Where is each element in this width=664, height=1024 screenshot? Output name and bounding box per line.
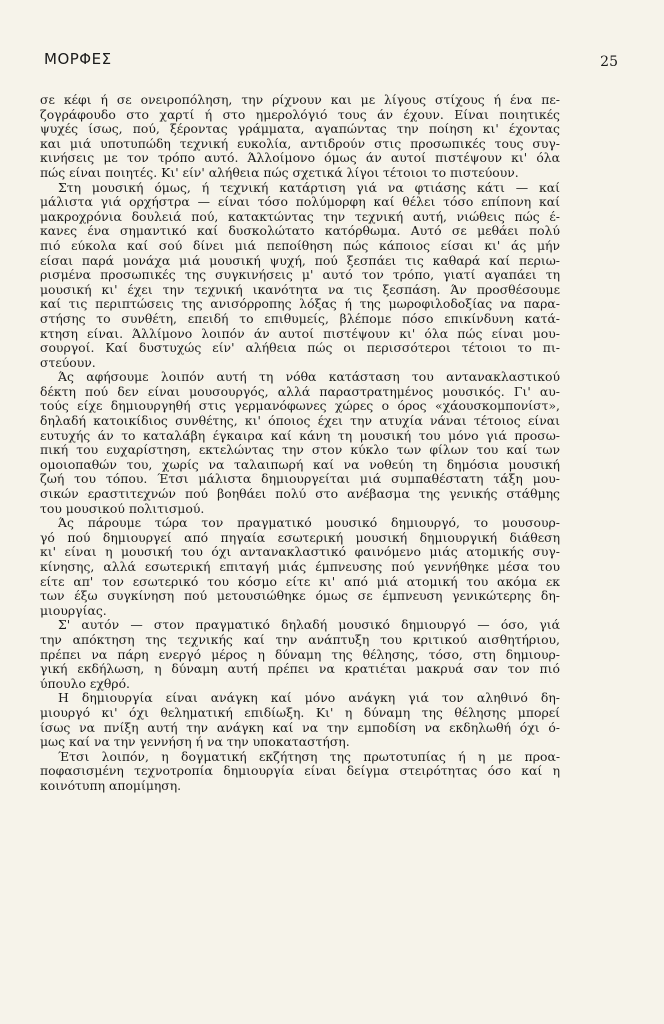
text-line: κινήσεις με τον τρόπο αυτό. Άλλοίμονο όμως άν αυτοί πιστέψουν κι' όλα <box>40 150 560 166</box>
text-line: γική εκδήλωση, η δύναμη αυτή πρέπει να κρατιέται μακρυά σαν τον πιό <box>40 661 560 677</box>
paragraph <box>40 750 560 794</box>
paragraph <box>40 93 560 181</box>
text-line: Έτσι λοιπόν, η δογματική εκζήτηση της πρωτοτυπίας ή η με προα- <box>58 748 560 764</box>
text-line: είσαι παρά μονάχα μιά μουσική ψυχή, πού ξεσπάει τις καθαρά καί περιω- <box>40 252 560 268</box>
text-line: κίνησης, αλλά εσωτερική επιταγή μιάς έμπνευσης πού γεννήθηκε μέσα του <box>40 559 560 574</box>
text-line: του μουσικού πολιτισμού. <box>40 500 205 516</box>
text-line: ζογράφουδο στο χαρτί ή στο ημερολόγιό τους άν έχουν. Είναι ποιητικές <box>40 106 560 122</box>
paragraph <box>40 618 560 691</box>
text-line: Άς αφήσουμε λοιπόν αυτή τη νόθα κατάσταση του αντανακλαστικού <box>58 369 560 385</box>
body-text <box>40 93 560 794</box>
text-line: μιουργίας. <box>40 602 107 618</box>
text-line: πιό εύκολα καί σού δίνει μιά πεποίθηση πώς κάποιος είσαι κι' άς μήν <box>40 237 560 253</box>
text-line: ύπουλο εχθρό. <box>40 675 130 691</box>
text-line: κανες ένα σημαντικό καί δυσκολώτατο κατόρθωμα. Αυτό σε μεθάει πολύ <box>40 223 560 239</box>
text-line: μουσική κι' έχει την τεχνική ικανότητα να τις ξεσπάση. Άν προσθέσουμε <box>40 281 560 297</box>
text-line: πική του ευχαρίστηση, εκτελώντας την στον κύκλο των φίλων του καί των <box>40 442 560 458</box>
text-line: ποφασισμένη τεχνοτροπία δημιουργία είναι δείγμα στειρότητας όσο καί η <box>40 763 560 779</box>
paragraph <box>40 370 560 516</box>
text-line: κοινότυπη απομίμηση. <box>40 777 182 793</box>
text-line: και μιά υποτυπώδη τεχνική ευκολία, αντιδρούν στις προσωπικές τους συγ- <box>40 135 560 151</box>
text-line: δηλαδή κατοικίδιος συνθέτης, κι' όποιος έχει την ατυχία νάναι τέτοιος είναι <box>40 413 560 429</box>
text-line: σε κέφι ή σε ονειροπόληση, την ρίχνουν και με λίγους στίχους ή ένα πε- <box>40 92 560 107</box>
text-line: στήσης το συνθέτη, επειδή το επιθυμείς, βλέπομε πόσο επικίνδυνη κατά- <box>40 310 560 326</box>
text-line: πρέπει να πάρη ενεργό μέρος η δύναμη της θέλησης, τόσο, στη δημιουρ- <box>40 646 560 662</box>
text-line: Στη μουσική όμως, ή τεχνική κατάρτιση γιά να φτιάσης κάτι — καί <box>58 179 560 195</box>
running-head: ΜΟΡΦΕΣ <box>44 50 112 68</box>
text-line: τούς είχε δημιουργηθή στις γερμανόφωνες χώρες ο όρος «χάουσκομπονίστ», <box>40 398 560 414</box>
text-line: ζωή του τόπου. Έτσι μάλιστα δημιουργείται μιά συμπαθέστατη τάξη μου- <box>40 471 560 487</box>
text-line: δέκτη πού δεν είναι μουσουργός, αλλά παραστρατημένος μουσικός. Γι' αυ- <box>40 383 560 399</box>
paragraph <box>40 181 560 371</box>
text-line: μως καί να την γεννήση ή να την υποκαταστήση. <box>40 734 350 750</box>
text-line: Η δημιουργία είναι ανάγκη καί μόνο ανάγκη γιά τον αληθινό δη- <box>58 690 560 706</box>
text-line: μάλιστα γιά ορχήστρα — είναι τόσο πολύμορφη καί θέλει τόσο επίπονη καί <box>40 194 560 210</box>
page-header <box>44 50 618 70</box>
text-line: στεύουν. <box>40 354 96 370</box>
text-line: σικών εραστιτεχνών πού βοηθάει πολύ στο ανέβασμα της γενικής στάθμης <box>40 486 560 502</box>
text-line: των έξω συγκίνηση πού μετουσιώθηκε όμως σε έμπνευση γενικώτερης δη- <box>40 588 560 604</box>
text-line: την απόκτηση της τεχνικής καί την ανάπτυξη του κριτικού αισθητήριου, <box>40 631 560 647</box>
text-line: ρισμένα προσωπικές της συγκινήσεις μ' αυτό τον τρόπο, γιατί αγαπάει τη <box>40 267 560 283</box>
text-line: καί τις περιπτώσεις της ανισόρροπης λόξας ή της μωροφιλοδοξίας να παρα- <box>40 296 560 312</box>
text-line: κι' είναι η μουσική του όχι αντανακλαστικό φαινόμενο μιάς ατομικής συγ- <box>40 544 560 560</box>
text-line: ίσως να πνίξη αυτή την ανάγκη καί να την εμποδίση να εκδηλωθή όχι ό- <box>40 719 560 735</box>
text-line: μιουργό κι' όχι θεληματική επιδίωξη. Κι' η δύναμη της θέλησης μπορεί <box>40 704 560 720</box>
text-line: σουργοί. Καί δυστυχώς είν' αλήθεια πώς οι περισσότεροι τέτοιοι το πι- <box>40 340 560 356</box>
text-line: κτηση είναι. Άλλίμονο λοιπόν άν αυτοί πιστέψουν κι' όλα πώς είναι μου- <box>40 325 560 341</box>
text-line: γό πού δημιουργεί από πηγαία εσωτερική μουσική δημιουργική διάθεση <box>40 529 560 545</box>
text-line: ψυχές ίσως, πού, ξέροντας γράμματα, αγαπώντας την ποίηση κι' έχοντας <box>40 121 560 137</box>
text-line: ευτυχής άν το καταλάβη έγκαιρα καί κάνη τη μουσική του μόνο γιά προσω- <box>40 427 560 443</box>
text-line: ομοιοπαθών του, χωρίς να ταλαιπωρή καί να νοθεύη τη δημόσια μουσική <box>40 456 560 472</box>
text-line: πώς είναι ποιητές. Κι' είν' αλήθεια πώς σχετικά λίγοι τέτοιοι το πιστεύουν. <box>40 164 519 180</box>
page-number: 25 <box>600 54 618 70</box>
text-line: είτε απ' τον εσωτερικό του κόσμο είτε κι' από μιά ατομική του ακόμα εκ <box>40 573 560 589</box>
text-line: Σ' αυτόν — στον πραγματικό δηλαδή μουσικό δημιουργό — όσο, γιά <box>58 617 560 633</box>
paragraph <box>40 691 560 749</box>
paragraph <box>40 516 560 618</box>
text-line: μακροχρόνια δουλειά πού, κατακτώντας την τεχνική αυτή, νιώθεις πώς έ- <box>40 208 560 224</box>
text-line: Άς πάρουμε τώρα τον πραγματικό μουσικό δημιουργό, το μουσουρ- <box>58 515 560 531</box>
